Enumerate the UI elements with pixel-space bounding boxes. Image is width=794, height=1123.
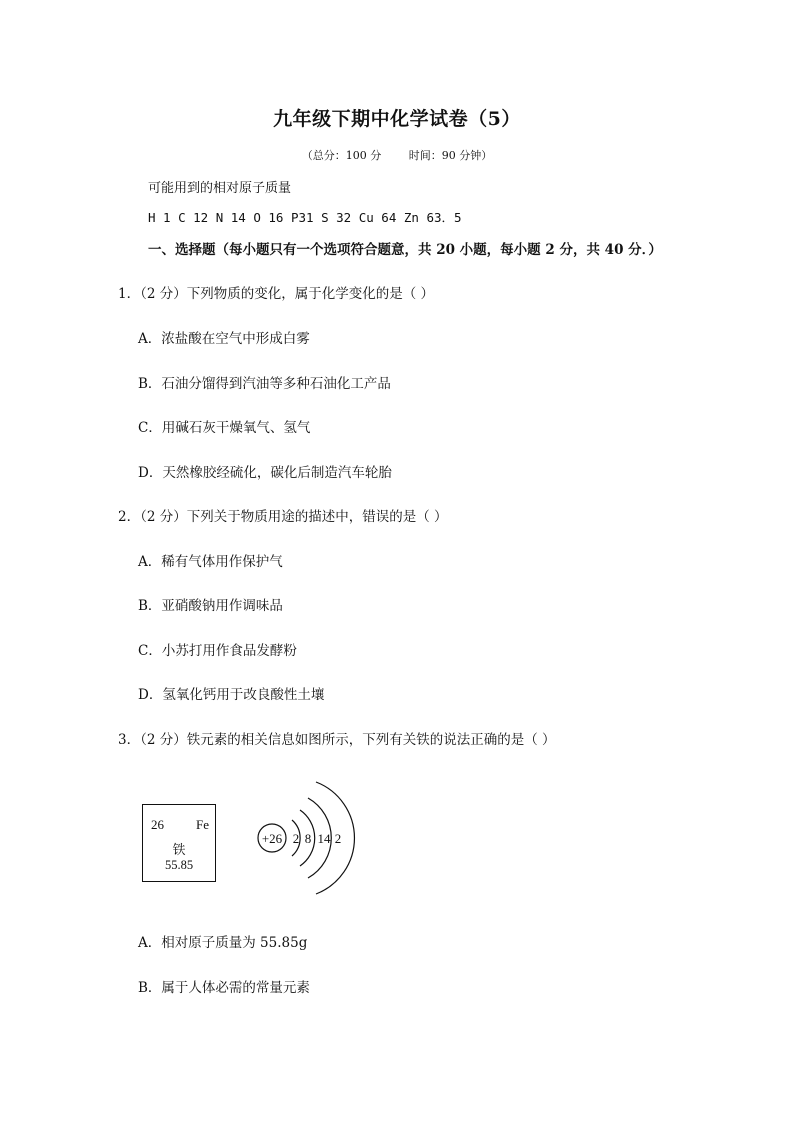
element-name: 铁	[172, 842, 186, 857]
question-3-stem: 3．（2 分）铁元素的相关信息如图所示，下列有关铁的说法正确的是（ ）	[118, 732, 556, 748]
question-3-option-b: B．属于人体必需的常量元素	[138, 980, 310, 996]
question-1-stem: 1．（2 分）下列物质的变化，属于化学变化的是（ ）	[118, 286, 435, 302]
atomic-number: 26	[151, 817, 164, 832]
question-1-option-a: A．浓盐酸在空气中形成白雾	[138, 331, 310, 347]
question-1-option-d: D．天然橡胶经硫化，碳化后制造汽车轮胎	[138, 465, 392, 481]
section-title: 一、选择题（每小题只有一个选项符合题意，共 20 小题，每小题 2 分，共 40 分．）	[148, 242, 662, 258]
question-2-stem: 2．（2 分）下列关于物质用途的描述中，错误的是（ ）	[118, 509, 448, 525]
atomic-mass: 55.85	[164, 858, 194, 872]
shell-4-electrons: 2	[334, 831, 342, 846]
atomic-mass-note: 可能用到的相对原子质量	[148, 181, 292, 196]
total-score: （总分：100 分	[301, 149, 382, 162]
question-2-option-b: B．亚硝酸钠用作调味品	[138, 598, 283, 614]
atomic-mass-values: H 1 C 12 N 14 O 16 P31 S 32 Cu 64 Zn 63．5	[148, 210, 462, 225]
exam-time: 时间：90 分钟）	[408, 149, 493, 162]
element-card-iron	[142, 804, 216, 882]
question-2-option-d: D．氢氧化钙用于改良酸性土壤	[138, 687, 325, 703]
question-2-option-c: C．小苏打用作食品发酵粉	[138, 643, 297, 659]
exam-info	[0, 147, 794, 163]
question-1-option-b: B．石油分馏得到汽油等多种石油化工产品	[138, 376, 391, 392]
atom-structure-diagram	[252, 776, 362, 900]
shell-2-electrons: 8	[304, 831, 312, 846]
shell-1-electrons: 2	[292, 831, 300, 846]
shell-3-electrons: 14	[317, 831, 331, 846]
element-symbol: Fe	[196, 817, 209, 832]
question-1-option-c: C．用碱石灰干燥氧气、氢气	[138, 420, 311, 436]
nucleus-charge: +26	[261, 831, 283, 846]
page-title: 九年级下期中化学试卷（5）	[273, 108, 521, 130]
question-3-option-a: A．相对原子质量为 55.85g	[138, 935, 308, 951]
question-2-option-a: A．稀有气体用作保护气	[138, 554, 283, 570]
